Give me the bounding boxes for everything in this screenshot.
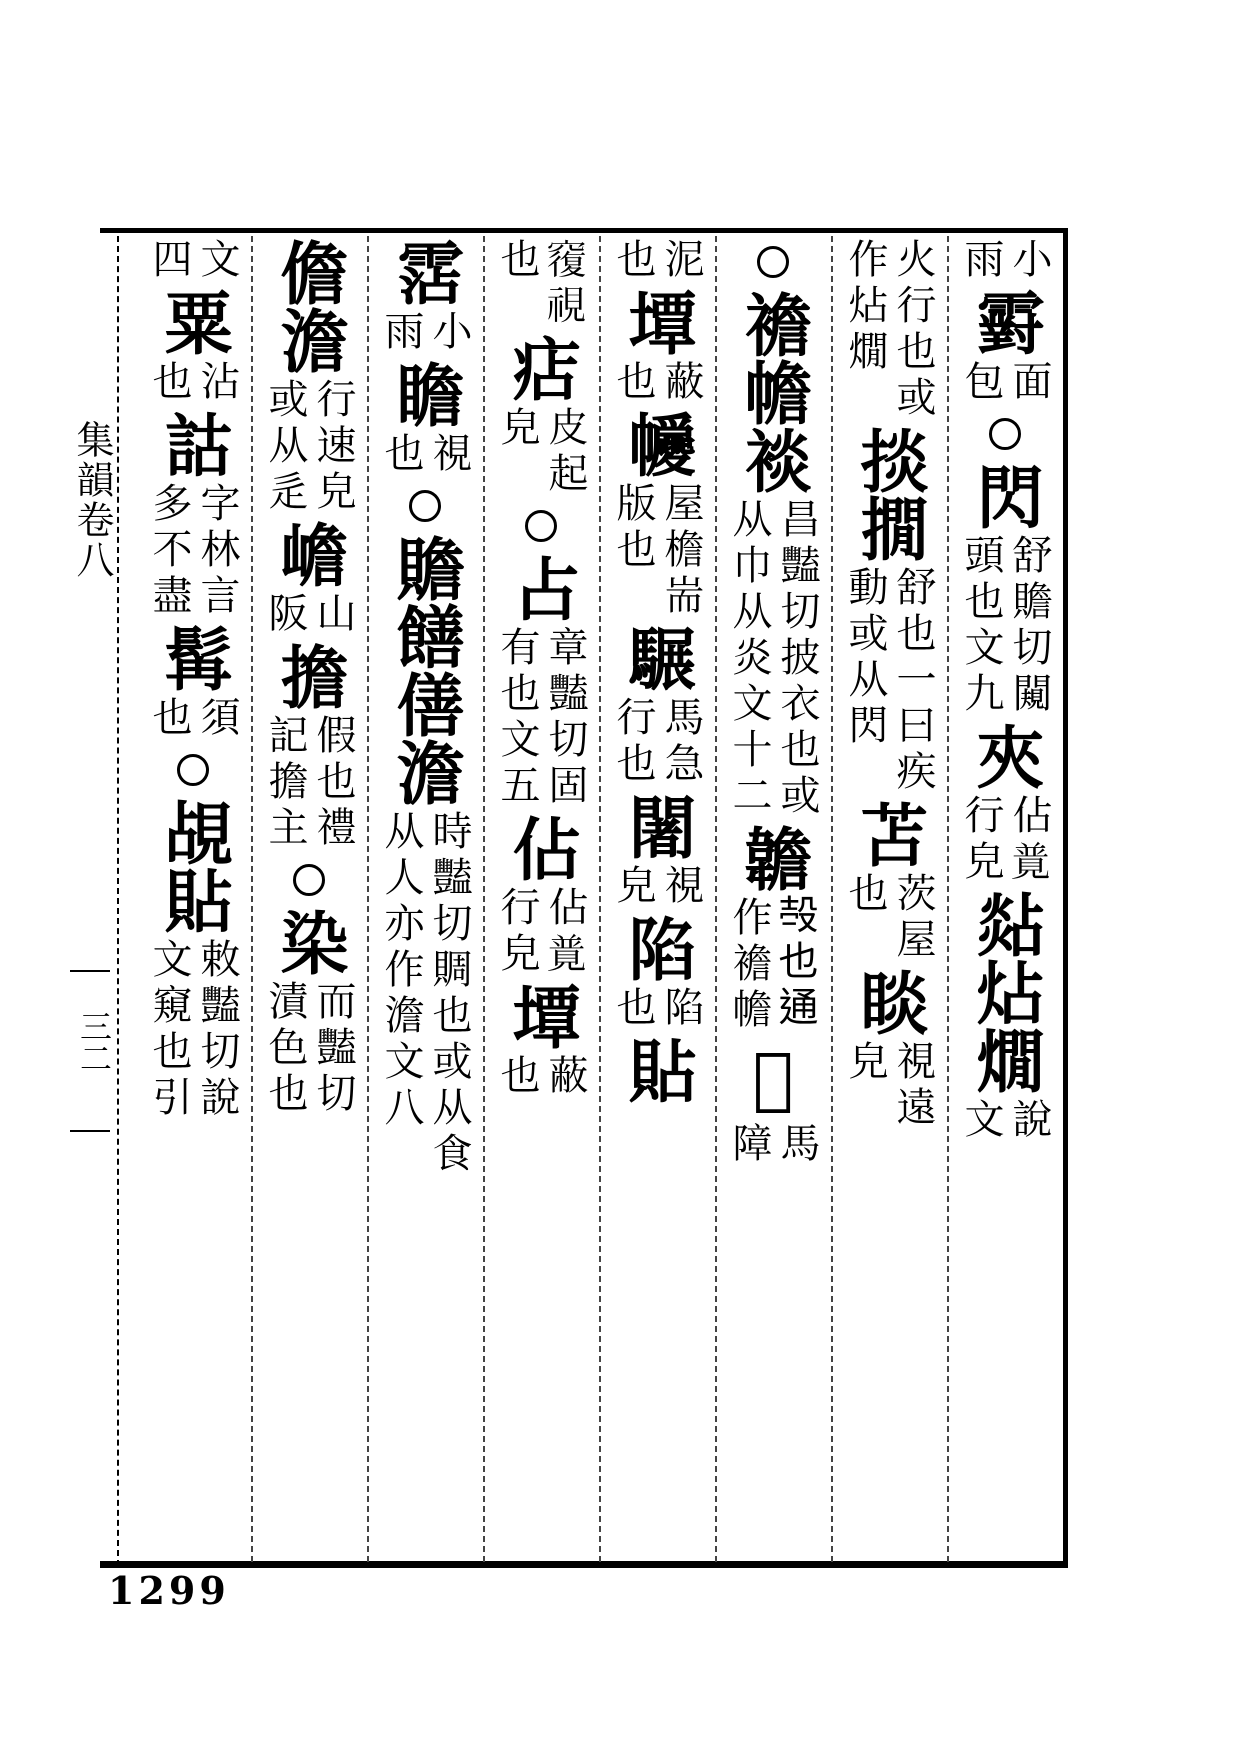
gloss-line: 𣪊也通 — [774, 896, 820, 1034]
gloss-line: 視 — [658, 864, 704, 910]
headword: 墰 — [617, 288, 697, 356]
gloss-line: 字林言 — [194, 482, 240, 620]
gloss-line: 也 — [610, 360, 656, 406]
gloss-annotation — [843, 1040, 935, 1132]
gloss-annotation — [495, 406, 587, 498]
gloss-annotation — [843, 872, 935, 964]
headword: 覘貼 — [153, 798, 233, 934]
column-rule — [715, 236, 717, 1562]
gloss-line: 四 — [146, 238, 192, 284]
page-number: 1299 — [108, 1568, 230, 1613]
column-rule — [947, 236, 949, 1562]
gloss-line: 行皃 — [494, 886, 540, 978]
headword: 陷 — [617, 914, 697, 982]
entry-marker-circle — [177, 754, 209, 786]
gloss-line: 行也 — [610, 696, 656, 788]
text-column — [374, 236, 476, 1562]
gloss-annotation — [379, 810, 471, 1178]
gloss-line: 皃 — [842, 1040, 888, 1086]
headword: 閃 — [965, 462, 1045, 530]
gloss-line: 動或从閃 — [842, 566, 888, 750]
gloss-line: 作襜幨 — [726, 896, 772, 1034]
gloss-annotation — [495, 1054, 587, 1100]
entry-marker-circle — [525, 510, 557, 542]
column-rule — [483, 236, 485, 1562]
headword: 睒 — [849, 968, 929, 1036]
gloss-line: 雨 — [378, 310, 424, 356]
gloss-line: 行速皃 — [310, 378, 356, 516]
headword: 嶦 — [269, 520, 349, 588]
gloss-annotation — [959, 794, 1051, 886]
gloss-line: 也 — [146, 696, 192, 742]
gloss-line: 或从辵 — [262, 378, 308, 516]
gloss-line: 有也文五 — [494, 626, 540, 810]
gloss-line: 也 — [610, 986, 656, 1032]
headword: 䨴 — [965, 288, 1045, 356]
gloss-line: 小 — [1006, 238, 1052, 284]
text-column — [258, 236, 360, 1562]
gloss-line: 雨 — [958, 238, 1004, 284]
gloss-annotation — [959, 534, 1051, 718]
gloss-line: 阪 — [262, 592, 308, 638]
gloss-line: 陷 — [658, 986, 704, 1032]
entry-marker-circle — [989, 418, 1021, 450]
gloss-line: 敕豔切說 — [194, 938, 240, 1122]
gloss-line: 泥 — [658, 238, 704, 284]
frame-left-rule — [117, 236, 119, 1566]
gloss-line: 章豔切固 — [542, 626, 588, 810]
gloss-line: 漬色也 — [262, 980, 308, 1118]
text-column — [490, 236, 592, 1562]
gloss-annotation — [263, 378, 355, 516]
gloss-line: 障 — [726, 1122, 772, 1168]
headword: 占 — [501, 554, 581, 622]
gloss-annotation — [959, 360, 1051, 406]
gloss-annotation — [147, 696, 239, 742]
headword: 貼 — [617, 1036, 697, 1104]
gloss-line: 包 — [958, 360, 1004, 406]
headword: 詁 — [153, 410, 233, 478]
gloss-annotation — [495, 886, 587, 978]
gutter-title: 集韻卷八 — [70, 420, 114, 580]
gloss-line: 皃 — [610, 864, 656, 910]
entry-marker-circle — [293, 864, 325, 896]
gloss-line: 皃 — [494, 406, 540, 452]
headword: 髯 — [153, 624, 233, 692]
gloss-annotation — [263, 980, 355, 1118]
gloss-line: 多不盡 — [146, 482, 192, 620]
gloss-line: 从巾从炎文十二 — [726, 498, 772, 820]
gloss-annotation — [147, 238, 239, 284]
gloss-line: 昌豔切披衣也或 — [774, 498, 820, 820]
headword: 夾 — [965, 722, 1045, 790]
gloss-line: 茨屋 — [890, 872, 936, 964]
gloss-line: 文窺也引 — [146, 938, 192, 1122]
headword: 㡪 — [617, 410, 697, 478]
headword: 墰 — [501, 982, 581, 1050]
gloss-line: 佔𧡟 — [1006, 794, 1052, 886]
gloss-line: 舒也一曰疾 — [890, 566, 936, 796]
headword: 苫 — [849, 800, 929, 868]
text-column — [606, 236, 708, 1562]
gloss-line: 行皃 — [958, 794, 1004, 886]
gloss-annotation — [611, 482, 703, 620]
headword: 瞻 — [385, 360, 465, 428]
headword: 粟 — [153, 288, 233, 356]
entry-marker-circle — [409, 490, 441, 522]
column-rule — [251, 236, 253, 1562]
headword: 襜幨裧 — [733, 290, 813, 494]
headword: 煔炶燗 — [965, 890, 1045, 1094]
text-column — [142, 236, 244, 1562]
gloss-annotation — [843, 566, 935, 796]
entry-marker-circle — [757, 246, 789, 278]
gutter-rule — [70, 1130, 110, 1132]
gloss-annotation — [379, 432, 471, 478]
gloss-line: 頭也文九 — [958, 534, 1004, 718]
headword: 儋澹 — [269, 238, 349, 374]
gloss-line: 屋檐耑 — [658, 482, 704, 620]
gloss-line: 𥨍視 — [542, 238, 588, 330]
gloss-annotation — [263, 592, 355, 638]
gloss-line: 山 — [310, 592, 356, 638]
gloss-line: 也 — [842, 872, 888, 918]
gloss-line: 作炶燗 — [842, 238, 888, 376]
gloss-annotation — [611, 986, 703, 1032]
gloss-annotation — [495, 238, 587, 330]
gloss-annotation — [611, 238, 703, 284]
gloss-annotation — [495, 626, 587, 810]
gloss-line: 馬急 — [658, 696, 704, 788]
gloss-annotation — [727, 896, 819, 1034]
gloss-line: 也 — [378, 432, 424, 478]
gloss-line: 馬 — [774, 1122, 820, 1168]
gloss-line: 記擔主 — [262, 714, 308, 852]
headword: 霑 — [385, 238, 465, 306]
gloss-annotation — [611, 360, 703, 406]
headword: 闍 — [617, 792, 697, 860]
gloss-line: 視 — [426, 432, 472, 478]
gutter-rule — [70, 970, 110, 972]
gloss-annotation — [727, 1122, 819, 1168]
gloss-annotation — [147, 482, 239, 620]
gloss-line: 時豔切賙也或从食 — [426, 810, 472, 1178]
gloss-line: 蔽 — [658, 360, 704, 406]
gloss-annotation — [959, 238, 1051, 284]
gloss-annotation — [843, 238, 935, 422]
gloss-line: 而豔切 — [310, 980, 356, 1118]
headword: 贍饍僐澹 — [385, 534, 465, 806]
headword: 掞撊 — [849, 426, 929, 562]
headword: 佔 — [501, 814, 581, 882]
text-column — [722, 236, 824, 1562]
gloss-line: 文 — [958, 1098, 1004, 1144]
gloss-line: 說 — [1006, 1098, 1052, 1144]
gloss-annotation — [611, 696, 703, 788]
gloss-annotation — [147, 938, 239, 1122]
gloss-line: 舒贍切闚 — [1006, 534, 1052, 718]
gloss-annotation — [379, 310, 471, 356]
gloss-annotation — [147, 360, 239, 406]
headword: 𩧯 — [733, 1038, 813, 1118]
gloss-line: 也 — [610, 238, 656, 284]
headword: 𩥇 — [617, 624, 697, 692]
gloss-line: 从人亦作澹文八 — [378, 810, 424, 1132]
gloss-annotation — [727, 498, 819, 820]
gloss-line: 火行也或 — [890, 238, 936, 422]
gloss-line: 小 — [426, 310, 472, 356]
gloss-line: 面 — [1006, 360, 1052, 406]
gloss-line: 皮起 — [542, 406, 588, 498]
gloss-line: 須 — [194, 696, 240, 742]
column-rule — [367, 236, 369, 1562]
gloss-line: 版也 — [610, 482, 656, 574]
gloss-line: 佔𧡟 — [542, 886, 588, 978]
gloss-line: 蔽 — [542, 1054, 588, 1100]
gloss-line: 文 — [194, 238, 240, 284]
headword: 痁 — [501, 334, 581, 402]
headword: 染 — [269, 908, 349, 976]
gloss-line: 也 — [494, 238, 540, 284]
headword: 䪜 — [733, 824, 813, 892]
column-rule — [831, 236, 833, 1562]
headword: 擔 — [269, 642, 349, 710]
gloss-line: 也 — [494, 1054, 540, 1100]
text-column — [954, 236, 1056, 1562]
gloss-line: 視遠 — [890, 1040, 936, 1132]
gloss-annotation — [959, 1098, 1051, 1144]
gloss-annotation — [611, 864, 703, 910]
column-rule — [599, 236, 601, 1562]
gloss-line: 沾 — [194, 360, 240, 406]
gloss-annotation — [263, 714, 355, 852]
gutter-page-mark: 三二 — [75, 1010, 113, 1074]
gloss-line: 假也禮 — [310, 714, 356, 852]
text-column — [838, 236, 940, 1562]
gloss-line: 也 — [146, 360, 192, 406]
